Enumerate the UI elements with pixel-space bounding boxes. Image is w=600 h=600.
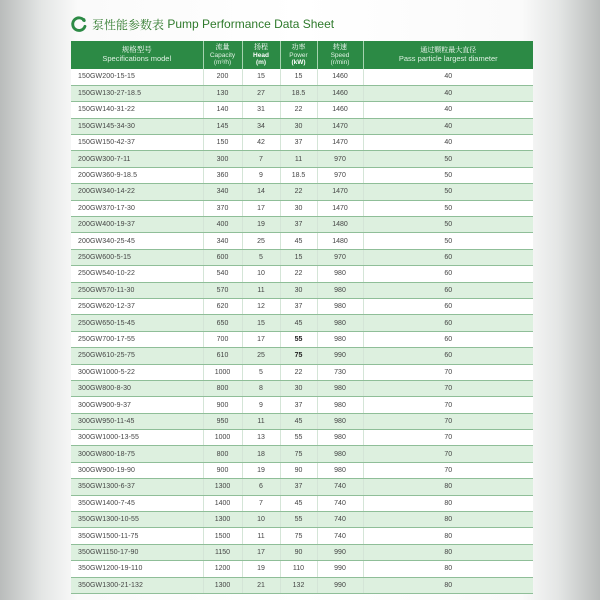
cell-head: 7 [242,151,280,167]
table-row [71,479,533,495]
cell-power: 55 [280,331,317,347]
cell-model: 350GW1400-7-45 [71,495,203,511]
table-row [71,413,533,429]
table-row [71,118,533,134]
cell-capacity: 950 [203,413,242,429]
col-header-model: 规格型号 Specifications model [71,41,203,69]
cell-model: 300GW900-19-90 [71,462,203,478]
cell-capacity: 360 [203,167,242,183]
table-body [71,69,533,594]
cell-power: 22 [280,102,317,118]
cell-head: 15 [242,315,280,331]
cell-speed: 980 [317,446,363,462]
cell-power: 37 [280,479,317,495]
cell-head: 31 [242,102,280,118]
cell-particle-diameter: 80 [363,561,533,577]
table-row [71,348,533,364]
cell-capacity: 140 [203,102,242,118]
col-header-head: 扬程 Head (m) [242,41,280,69]
cell-power: 37 [280,217,317,233]
table-row [71,249,533,265]
cell-head: 42 [242,135,280,151]
cell-capacity: 610 [203,348,242,364]
cell-head: 12 [242,298,280,314]
cell-model: 350GW1150-17-90 [71,544,203,560]
cell-speed: 980 [317,282,363,298]
cell-model: 350GW1300-21-132 [71,577,203,593]
cell-model: 250GW650-15-45 [71,315,203,331]
cell-model: 350GW1200-19-110 [71,561,203,577]
cell-speed: 980 [317,315,363,331]
cell-speed: 740 [317,479,363,495]
table-row [71,446,533,462]
cell-power: 110 [280,561,317,577]
col-header-particle-diameter: 通过颗粒最大直径 Pass particle largest diameter [363,41,533,69]
cell-particle-diameter: 60 [363,298,533,314]
cell-head: 19 [242,561,280,577]
cell-capacity: 700 [203,331,242,347]
table-row [71,298,533,314]
cell-head: 17 [242,544,280,560]
cell-capacity: 150 [203,135,242,151]
cell-speed: 1460 [317,69,363,85]
cell-model: 300GW1000-5-22 [71,364,203,380]
table-row [71,151,533,167]
cell-head: 19 [242,217,280,233]
cell-head: 11 [242,528,280,544]
cell-capacity: 900 [203,397,242,413]
cell-particle-diameter: 70 [363,430,533,446]
cell-speed: 740 [317,512,363,528]
cell-capacity: 620 [203,298,242,314]
cell-head: 9 [242,167,280,183]
cell-head: 17 [242,200,280,216]
cell-power: 22 [280,184,317,200]
cell-capacity: 1300 [203,577,242,593]
cell-speed: 980 [317,266,363,282]
cell-particle-diameter: 80 [363,528,533,544]
cell-speed: 740 [317,528,363,544]
cell-model: 250GW570-11-30 [71,282,203,298]
cell-speed: 1470 [317,118,363,134]
col-header-capacity: 流量 Capacity (m³/h) [203,41,242,69]
cell-capacity: 570 [203,282,242,298]
cell-speed: 980 [317,430,363,446]
cell-power: 30 [280,200,317,216]
cell-particle-diameter: 60 [363,331,533,347]
cell-model: 150GW200-15-15 [71,69,203,85]
table-row [71,315,533,331]
cell-particle-diameter: 40 [363,135,533,151]
cell-particle-diameter: 70 [363,413,533,429]
cell-capacity: 340 [203,184,242,200]
cell-capacity: 1300 [203,512,242,528]
cell-speed: 970 [317,249,363,265]
table-row [71,331,533,347]
cell-power: 75 [280,528,317,544]
cell-head: 21 [242,577,280,593]
cell-head: 7 [242,495,280,511]
cell-particle-diameter: 40 [363,69,533,85]
cell-power: 90 [280,544,317,560]
cell-capacity: 1200 [203,561,242,577]
cell-power: 15 [280,249,317,265]
cell-particle-diameter: 40 [363,118,533,134]
cell-power: 45 [280,413,317,429]
cell-head: 5 [242,249,280,265]
cell-model: 250GW700-17-55 [71,331,203,347]
cell-capacity: 800 [203,380,242,396]
table-row [71,528,533,544]
cell-particle-diameter: 60 [363,315,533,331]
cell-model: 300GW1000-13-55 [71,430,203,446]
cell-head: 5 [242,364,280,380]
cell-speed: 1460 [317,102,363,118]
table-row [71,102,533,118]
cell-power: 75 [280,348,317,364]
cell-model: 200GW400-19-37 [71,217,203,233]
cell-particle-diameter: 50 [363,151,533,167]
cell-particle-diameter: 80 [363,479,533,495]
cell-particle-diameter: 60 [363,282,533,298]
cell-capacity: 1000 [203,430,242,446]
cell-head: 9 [242,397,280,413]
cell-speed: 980 [317,298,363,314]
table-row [71,380,533,396]
table-row [71,495,533,511]
cell-power: 132 [280,577,317,593]
cell-capacity: 600 [203,249,242,265]
cell-speed: 1470 [317,135,363,151]
table-row [71,200,533,216]
title-english: Pump Performance Data Sheet [167,17,335,31]
cell-speed: 980 [317,331,363,347]
cell-capacity: 300 [203,151,242,167]
table-row [71,85,533,101]
cell-model: 350GW1300-6-37 [71,479,203,495]
cell-particle-diameter: 70 [363,462,533,478]
title-chinese: 泵性能参数表 [92,17,165,32]
table-row [71,167,533,183]
cell-capacity: 1500 [203,528,242,544]
performance-table [71,41,533,594]
cell-speed: 740 [317,495,363,511]
cell-power: 37 [280,135,317,151]
cell-speed: 970 [317,151,363,167]
table-header-row [71,41,533,69]
table-row [71,430,533,446]
cell-speed: 1470 [317,200,363,216]
cell-model: 200GW340-25-45 [71,233,203,249]
cell-particle-diameter: 50 [363,167,533,183]
cell-power: 22 [280,364,317,380]
cell-particle-diameter: 70 [363,380,533,396]
cell-capacity: 1300 [203,479,242,495]
cell-head: 10 [242,266,280,282]
cell-head: 25 [242,233,280,249]
cell-capacity: 130 [203,85,242,101]
cell-capacity: 1150 [203,544,242,560]
cell-speed: 980 [317,462,363,478]
cell-model: 150GW145-34-30 [71,118,203,134]
cell-capacity: 200 [203,69,242,85]
cell-power: 45 [280,233,317,249]
cell-head: 27 [242,85,280,101]
cell-power: 30 [280,118,317,134]
table-row [71,577,533,593]
cell-speed: 990 [317,561,363,577]
cell-head: 18 [242,446,280,462]
cell-particle-diameter: 80 [363,512,533,528]
cell-model: 150GW140-31-22 [71,102,203,118]
cell-head: 25 [242,348,280,364]
cell-model: 200GW370-17-30 [71,200,203,216]
cell-speed: 980 [317,397,363,413]
cell-power: 15 [280,69,317,85]
table-row [71,512,533,528]
cell-particle-diameter: 40 [363,85,533,101]
cell-power: 18.5 [280,85,317,101]
cell-particle-diameter: 70 [363,397,533,413]
cell-model: 300GW800-8-30 [71,380,203,396]
cell-power: 22 [280,266,317,282]
col-header-speed: 转速 Speed (r/min) [317,41,363,69]
cell-head: 13 [242,430,280,446]
cell-power: 75 [280,446,317,462]
cell-head: 11 [242,413,280,429]
cell-particle-diameter: 40 [363,102,533,118]
cell-head: 15 [242,69,280,85]
table-row [71,282,533,298]
cell-model: 200GW360-9-18.5 [71,167,203,183]
cell-power: 18.5 [280,167,317,183]
cell-capacity: 340 [203,233,242,249]
cell-speed: 990 [317,348,363,364]
cell-speed: 990 [317,544,363,560]
cell-model: 150GW130-27-18.5 [71,85,203,101]
table-row [71,561,533,577]
cell-capacity: 370 [203,200,242,216]
cell-speed: 1480 [317,233,363,249]
cell-particle-diameter: 70 [363,364,533,380]
cell-head: 6 [242,479,280,495]
cell-model: 350GW1300-10-55 [71,512,203,528]
cell-capacity: 650 [203,315,242,331]
cell-speed: 990 [317,577,363,593]
cell-particle-diameter: 60 [363,348,533,364]
cell-particle-diameter: 50 [363,200,533,216]
cell-model: 300GW800-18-75 [71,446,203,462]
cell-power: 11 [280,151,317,167]
cell-model: 250GW540-10-22 [71,266,203,282]
cell-model: 200GW340-14-22 [71,184,203,200]
cell-speed: 730 [317,364,363,380]
table-row [71,397,533,413]
table-row [71,266,533,282]
cell-head: 8 [242,380,280,396]
table-row [71,135,533,151]
cell-model: 300GW950-11-45 [71,413,203,429]
cell-particle-diameter: 50 [363,217,533,233]
cell-head: 19 [242,462,280,478]
cell-speed: 980 [317,380,363,396]
cell-model: 350GW1500-11-75 [71,528,203,544]
cell-speed: 1460 [317,85,363,101]
cell-capacity: 540 [203,266,242,282]
cell-capacity: 900 [203,462,242,478]
cell-model: 250GW620-12-37 [71,298,203,314]
cell-power: 37 [280,397,317,413]
cell-particle-diameter: 60 [363,266,533,282]
table-row [71,233,533,249]
cell-capacity: 1000 [203,364,242,380]
cell-power: 37 [280,298,317,314]
cell-power: 55 [280,430,317,446]
cell-power: 90 [280,462,317,478]
cell-model: 300GW900-9-37 [71,397,203,413]
table-row [71,184,533,200]
cell-particle-diameter: 80 [363,577,533,593]
cell-model: 200GW300-7-11 [71,151,203,167]
col-header-power: 功率 Power (kW) [280,41,317,69]
cell-particle-diameter: 80 [363,495,533,511]
cell-head: 14 [242,184,280,200]
cell-power: 55 [280,512,317,528]
cell-particle-diameter: 70 [363,446,533,462]
refresh-circle-icon [70,15,88,33]
cell-particle-diameter: 80 [363,544,533,560]
cell-power: 30 [280,380,317,396]
cell-head: 11 [242,282,280,298]
cell-speed: 980 [317,413,363,429]
cell-capacity: 400 [203,217,242,233]
cell-model: 150GW150-42-37 [71,135,203,151]
table-row [71,462,533,478]
cell-power: 45 [280,315,317,331]
table-row [71,364,533,380]
cell-speed: 1480 [317,217,363,233]
cell-head: 10 [242,512,280,528]
cell-model: 250GW610-25-75 [71,348,203,364]
performance-table-container [71,41,533,594]
table-row [71,217,533,233]
cell-head: 17 [242,331,280,347]
table-row [71,544,533,560]
cell-capacity: 1400 [203,495,242,511]
cell-power: 45 [280,495,317,511]
cell-particle-diameter: 50 [363,184,533,200]
cell-particle-diameter: 50 [363,233,533,249]
cell-capacity: 145 [203,118,242,134]
cell-capacity: 800 [203,446,242,462]
cell-head: 34 [242,118,280,134]
cell-power: 30 [280,282,317,298]
cell-model: 250GW600-5-15 [71,249,203,265]
table-row [71,69,533,85]
sheet-title [70,14,334,34]
cell-speed: 970 [317,167,363,183]
cell-speed: 1470 [317,184,363,200]
cell-particle-diameter: 60 [363,249,533,265]
